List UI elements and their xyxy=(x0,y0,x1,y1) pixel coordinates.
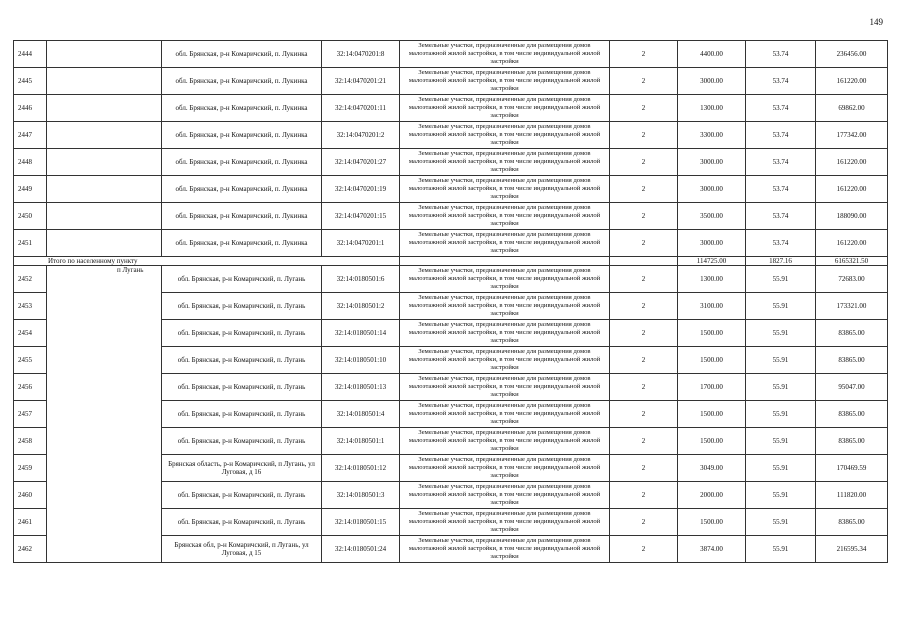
area-cell: 3300.00 xyxy=(678,122,746,149)
category-cell: 2 xyxy=(610,293,678,320)
row-number: 2450 xyxy=(14,203,47,230)
empty-cell xyxy=(47,230,162,257)
category-cell: 2 xyxy=(610,482,678,509)
purpose-cell: Земельные участки, предназначенные для размещения домов малоэтажной жилой застройки, в том числе индивидуальной жилой застройки xyxy=(400,149,610,176)
area-cell: 3049.00 xyxy=(678,455,746,482)
row-number: 2460 xyxy=(14,482,47,509)
row-number: 2456 xyxy=(14,374,47,401)
row-number: 2449 xyxy=(14,176,47,203)
table-row xyxy=(14,266,888,293)
purpose-cell: Земельные участки, предназначенные для размещения домов малоэтажной жилой застройки, в том числе индивидуальной жилой застройки xyxy=(400,293,610,320)
category-cell: 2 xyxy=(610,320,678,347)
subtotal-row xyxy=(14,257,888,266)
row-number: 2446 xyxy=(14,95,47,122)
purpose-cell: Земельные участки, предназначенные для размещения домов малоэтажной жилой застройки, в том числе индивидуальной жилой застройки xyxy=(400,347,610,374)
address-cell: обл. Брянская, р-н Комаричский, п. Лугань xyxy=(162,347,322,374)
address-cell: обл. Брянская, р-н Комаричский, п. Лукинка xyxy=(162,41,322,68)
purpose-cell: Земельные участки, предназначенные для размещения домов малоэтажной жилой застройки, в том числе индивидуальной жилой застройки xyxy=(400,230,610,257)
cadastral-number: 32:14:0180501:6 xyxy=(322,266,400,293)
table-row xyxy=(14,176,888,203)
value-cell: 188090.00 xyxy=(816,203,888,230)
category-cell: 2 xyxy=(610,266,678,293)
value-cell: 72683.00 xyxy=(816,266,888,293)
rate-cell: 53.74 xyxy=(746,149,816,176)
row-number: 2448 xyxy=(14,149,47,176)
cadastral-number: 32:14:0470201:19 xyxy=(322,176,400,203)
address-cell: обл. Брянская, р-н Комаричский, п. Лугань xyxy=(162,293,322,320)
area-cell: 1500.00 xyxy=(678,320,746,347)
table-row xyxy=(14,68,888,95)
rate-cell: 55.91 xyxy=(746,428,816,455)
address-cell: обл. Брянская, р-н Комаричский, п. Лукинка xyxy=(162,230,322,257)
purpose-cell: Земельные участки, предназначенные для размещения домов малоэтажной жилой застройки, в том числе индивидуальной жилой застройки xyxy=(400,482,610,509)
rate-cell: 53.74 xyxy=(746,68,816,95)
empty-cell xyxy=(47,95,162,122)
area-cell: 2000.00 xyxy=(678,482,746,509)
row-number: 2451 xyxy=(14,230,47,257)
subtotal-label: Итого по населенному пункту xyxy=(14,257,400,266)
rate-cell: 55.91 xyxy=(746,536,816,563)
purpose-cell: Земельные участки, предназначенные для размещения домов малоэтажной жилой застройки, в том числе индивидуальной жилой застройки xyxy=(400,509,610,536)
cadastral-number: 32:14:0180501:13 xyxy=(322,374,400,401)
address-cell: обл. Брянская, р-н Комаричский, п. Лукинка xyxy=(162,68,322,95)
empty-cell xyxy=(47,149,162,176)
value-cell: 83865.00 xyxy=(816,509,888,536)
area-cell: 1500.00 xyxy=(678,401,746,428)
empty-cell xyxy=(47,176,162,203)
row-number: 2462 xyxy=(14,536,47,563)
area-cell: 3000.00 xyxy=(678,176,746,203)
area-cell: 3000.00 xyxy=(678,149,746,176)
area-cell: 3874.00 xyxy=(678,536,746,563)
purpose-cell: Земельные участки, предназначенные для размещения домов малоэтажной жилой застройки, в том числе индивидуальной жилой застройки xyxy=(400,176,610,203)
category-cell: 2 xyxy=(610,203,678,230)
area-cell: 3000.00 xyxy=(678,68,746,95)
rate-cell: 53.74 xyxy=(746,122,816,149)
address-cell: обл. Брянская, р-н Комаричский, п. Лугань xyxy=(162,482,322,509)
subtotal-rate: 1827.16 xyxy=(746,257,816,266)
value-cell: 173321.00 xyxy=(816,293,888,320)
cadastral-number: 32:14:0180501:12 xyxy=(322,455,400,482)
table-row xyxy=(14,95,888,122)
table-row xyxy=(14,41,888,68)
page-number: 149 xyxy=(869,17,883,27)
rate-cell: 55.91 xyxy=(746,320,816,347)
cadastral-number: 32:14:0180501:1 xyxy=(322,428,400,455)
category-cell: 2 xyxy=(610,455,678,482)
row-number: 2459 xyxy=(14,455,47,482)
subtotal-purpose xyxy=(400,257,610,266)
cadastral-number: 32:14:0470201:15 xyxy=(322,203,400,230)
rate-cell: 55.91 xyxy=(746,293,816,320)
value-cell: 83865.00 xyxy=(816,320,888,347)
table-row xyxy=(14,122,888,149)
cadastral-number: 32:14:0470201:21 xyxy=(322,68,400,95)
purpose-cell: Земельные участки, предназначенные для размещения домов малоэтажной жилой застройки, в том числе индивидуальной жилой застройки xyxy=(400,374,610,401)
purpose-cell: Земельные участки, предназначенные для размещения домов малоэтажной жилой застройки, в том числе индивидуальной жилой застройки xyxy=(400,122,610,149)
row-number: 2445 xyxy=(14,68,47,95)
cadastral-number: 32:14:0180501:2 xyxy=(322,293,400,320)
value-cell: 83865.00 xyxy=(816,401,888,428)
value-cell: 83865.00 xyxy=(816,347,888,374)
row-number: 2461 xyxy=(14,509,47,536)
empty-cell xyxy=(47,68,162,95)
value-cell: 95047.00 xyxy=(816,374,888,401)
area-cell: 1500.00 xyxy=(678,347,746,374)
area-cell: 3000.00 xyxy=(678,230,746,257)
area-cell: 4400.00 xyxy=(678,41,746,68)
address-cell: обл. Брянская, р-н Комаричский, п. Лукинка xyxy=(162,122,322,149)
value-cell: 216595.34 xyxy=(816,536,888,563)
category-cell: 2 xyxy=(610,428,678,455)
value-cell: 170469.59 xyxy=(816,455,888,482)
rate-cell: 55.91 xyxy=(746,401,816,428)
category-cell: 2 xyxy=(610,68,678,95)
row-number: 2453 xyxy=(14,293,47,320)
category-cell: 2 xyxy=(610,509,678,536)
table-row xyxy=(14,203,888,230)
row-number: 2454 xyxy=(14,320,47,347)
address-cell: обл. Брянская, р-н Комаричский, п. Лукинка xyxy=(162,95,322,122)
cadastral-number: 32:14:0180501:14 xyxy=(322,320,400,347)
area-cell: 3500.00 xyxy=(678,203,746,230)
rate-cell: 55.91 xyxy=(746,509,816,536)
subtotal-value: 6165321.50 xyxy=(816,257,888,266)
category-cell: 2 xyxy=(610,176,678,203)
purpose-cell: Земельные участки, предназначенные для размещения домов малоэтажной жилой застройки, в том числе индивидуальной жилой застройки xyxy=(400,428,610,455)
cadastral-number: 32:14:0180501:10 xyxy=(322,347,400,374)
value-cell: 236456.00 xyxy=(816,41,888,68)
address-cell: обл. Брянская, р-н Комаричский, п. Лукинка xyxy=(162,149,322,176)
category-cell: 2 xyxy=(610,95,678,122)
purpose-cell: Земельные участки, предназначенные для размещения домов малоэтажной жилой застройки, в том числе индивидуальной жилой застройки xyxy=(400,455,610,482)
subtotal-category xyxy=(610,257,678,266)
category-cell: 2 xyxy=(610,230,678,257)
purpose-cell: Земельные участки, предназначенные для размещения домов малоэтажной жилой застройки, в том числе индивидуальной жилой застройки xyxy=(400,68,610,95)
address-cell: обл. Брянская, р-н Комаричский, п. Лугань xyxy=(162,428,322,455)
cadastral-number: 32:14:0470201:8 xyxy=(322,41,400,68)
category-cell: 2 xyxy=(610,347,678,374)
empty-cell xyxy=(47,203,162,230)
row-number: 2457 xyxy=(14,401,47,428)
empty-cell xyxy=(47,41,162,68)
purpose-cell: Земельные участки, предназначенные для размещения домов малоэтажной жилой застройки, в том числе индивидуальной жилой застройки xyxy=(400,203,610,230)
row-number: 2452 xyxy=(14,266,47,293)
subtotal-area: 114725.00 xyxy=(678,257,746,266)
category-cell: 2 xyxy=(610,374,678,401)
address-cell: обл. Брянская, р-н Комаричский, п. Лукинка xyxy=(162,176,322,203)
cadastral-number: 32:14:0470201:27 xyxy=(322,149,400,176)
address-cell: обл. Брянская, р-н Комаричский, п. Лугань xyxy=(162,401,322,428)
table-row xyxy=(14,230,888,257)
rate-cell: 55.91 xyxy=(746,482,816,509)
row-number: 2455 xyxy=(14,347,47,374)
area-cell: 1300.00 xyxy=(678,266,746,293)
value-cell: 161220.00 xyxy=(816,230,888,257)
purpose-cell: Земельные участки, предназначенные для размещения домов малоэтажной жилой застройки, в том числе индивидуальной жилой застройки xyxy=(400,320,610,347)
value-cell: 83865.00 xyxy=(816,428,888,455)
row-number: 2447 xyxy=(14,122,47,149)
rate-cell: 55.91 xyxy=(746,455,816,482)
address-cell: обл. Брянская, р-н Комаричский, п. Лугань xyxy=(162,509,322,536)
locality-name: п Лугань xyxy=(47,266,162,563)
purpose-cell: Земельные участки, предназначенные для размещения домов малоэтажной жилой застройки, в том числе индивидуальной жилой застройки xyxy=(400,536,610,563)
category-cell: 2 xyxy=(610,149,678,176)
cadastral-number: 32:14:0180501:15 xyxy=(322,509,400,536)
cadastral-number: 32:14:0470201:11 xyxy=(322,95,400,122)
rate-cell: 55.91 xyxy=(746,266,816,293)
value-cell: 111820.00 xyxy=(816,482,888,509)
value-cell: 69862.00 xyxy=(816,95,888,122)
rate-cell: 55.91 xyxy=(746,347,816,374)
area-cell: 1700.00 xyxy=(678,374,746,401)
rate-cell: 53.74 xyxy=(746,176,816,203)
cadastral-number: 32:14:0470201:1 xyxy=(322,230,400,257)
category-cell: 2 xyxy=(610,536,678,563)
rate-cell: 53.74 xyxy=(746,41,816,68)
area-cell: 3100.00 xyxy=(678,293,746,320)
category-cell: 2 xyxy=(610,122,678,149)
cadastral-number: 32:14:0180501:24 xyxy=(322,536,400,563)
address-cell: обл. Брянская, р-н Комаричский, п. Лукинка xyxy=(162,203,322,230)
value-cell: 177342.00 xyxy=(816,122,888,149)
purpose-cell: Земельные участки, предназначенные для размещения домов малоэтажной жилой застройки, в том числе индивидуальной жилой застройки xyxy=(400,401,610,428)
land-plots-table xyxy=(13,40,888,563)
cadastral-number: 32:14:0470201:2 xyxy=(322,122,400,149)
address-cell: Брянская область, р-н Комаричский, п Лугань, ул Луговая, д 16 xyxy=(162,455,322,482)
address-cell: Брянская обл, р-н Комаричский, п Лугань, ул Луговая, д 15 xyxy=(162,536,322,563)
address-cell: обл. Брянская, р-н Комаричский, п. Лугань xyxy=(162,374,322,401)
row-number: 2444 xyxy=(14,41,47,68)
area-cell: 1500.00 xyxy=(678,509,746,536)
address-cell: обл. Брянская, р-н Комаричский, п. Лугань xyxy=(162,266,322,293)
rate-cell: 53.74 xyxy=(746,230,816,257)
address-cell: обл. Брянская, р-н Комаричский, п. Лугань xyxy=(162,320,322,347)
rate-cell: 55.91 xyxy=(746,374,816,401)
value-cell: 161220.00 xyxy=(816,176,888,203)
empty-cell xyxy=(47,122,162,149)
purpose-cell: Земельные участки, предназначенные для размещения домов малоэтажной жилой застройки, в том числе индивидуальной жилой застройки xyxy=(400,95,610,122)
rate-cell: 53.74 xyxy=(746,203,816,230)
area-cell: 1500.00 xyxy=(678,428,746,455)
category-cell: 2 xyxy=(610,41,678,68)
purpose-cell: Земельные участки, предназначенные для размещения домов малоэтажной жилой застройки, в том числе индивидуальной жилой застройки xyxy=(400,41,610,68)
cadastral-number: 32:14:0180501:3 xyxy=(322,482,400,509)
rate-cell: 53.74 xyxy=(746,95,816,122)
purpose-cell: Земельные участки, предназначенные для размещения домов малоэтажной жилой застройки, в том числе индивидуальной жилой застройки xyxy=(400,266,610,293)
cadastral-number: 32:14:0180501:4 xyxy=(322,401,400,428)
row-number: 2458 xyxy=(14,428,47,455)
table-row xyxy=(14,149,888,176)
value-cell: 161220.00 xyxy=(816,68,888,95)
category-cell: 2 xyxy=(610,401,678,428)
value-cell: 161220.00 xyxy=(816,149,888,176)
area-cell: 1300.00 xyxy=(678,95,746,122)
